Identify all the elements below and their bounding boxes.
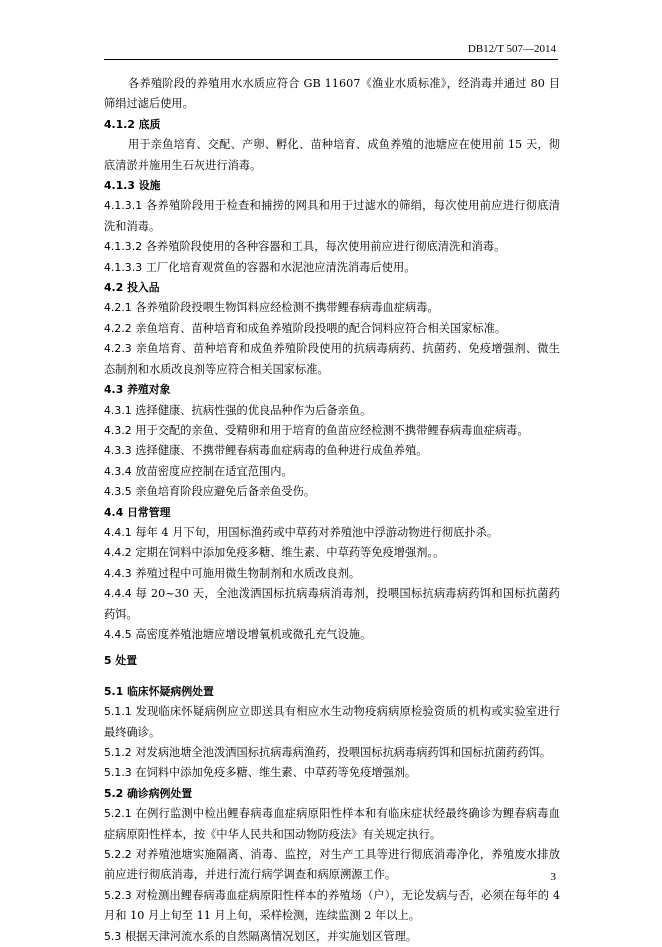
clause-number: 4.2.2 [104,321,132,335]
clause-item [104,237,560,257]
section-heading: 4.4 日常管理 [104,505,171,519]
clause-text: 各养殖阶段用于检查和捕捞的网具和用于过滤水的筛绢，每次使用前应进行彻底清洗和消毒。 [104,199,561,233]
clause-item [104,298,560,318]
clause-text: 亲鱼培育、苗种培育和成鱼养殖阶段使用的抗病毒病药、抗菌药、免疫增强剂、微生态制剂和水质改良剂等应符合相关国家标准。 [104,342,561,376]
clause-number: 5.2.1 [104,807,132,821]
clause-item [104,702,560,743]
clause-item [104,743,560,763]
clause-item [104,845,560,886]
clause-number: 4.4.1 [104,525,132,539]
clause-number: 4.1.3.1 [104,199,143,213]
clause-item [104,927,560,947]
clause-number: 4.1.3.3 [104,260,143,274]
clause-text: 对养殖池塘实施隔离、消毒、监控，对生产工具等进行彻底消毒净化，养殖废水排放前应进行彻底消毒，并进行流行病学调查和病原溯源工作。 [104,848,561,882]
clause-item [104,401,560,421]
clause-item [104,564,560,584]
page-number: 3 [550,871,556,883]
chapter-heading: 5 处置 [104,654,138,668]
clause-number: 4.3.3 [104,444,132,458]
clause-number: 4.3.4 [104,464,132,478]
clause-item [104,339,560,380]
clause-text: 在例行监测中检出鲤春病毒血症病原阳性样本和有临床症状经最终确诊为鲤春病毒血症病原阳性样本，按《中华人民共和国动物防疫法》有关规定执行。 [104,807,561,841]
clause-item [104,763,560,783]
clause-number: 4.3.5 [104,485,132,499]
clause-item [104,319,560,339]
section-heading: 5.1 临床怀疑病例处置 [104,684,214,698]
clause-text: 用于交配的亲鱼、受精卵和用于培育的鱼苗应经检测不携带鲤春病毒血症病毒。 [135,423,529,437]
clause-item [104,421,560,441]
clause-number: 4.1.3.2 [104,240,143,254]
header-rule [104,59,558,60]
clause-number: 5.1.1 [104,705,132,719]
clause-item [104,441,560,461]
section-heading: 4.2 投入品 [104,281,160,295]
clause-number: 4.4.2 [104,546,132,560]
clause-text: 对检测出鲤春病毒血症病原阳性样本的养殖场（户），无论发病与否，必须在每年的 4 月和 10 月上旬至 11 月上旬，采样检测，连续监测 2 年以上。 [104,888,560,923]
section-heading: 4.1.2 底质 [104,117,161,131]
section-heading: 4.3 养殖对象 [104,383,171,397]
clause-number: 5.2.3 [104,888,132,902]
section-heading: 5.2 确诊病例处置 [104,786,193,800]
clause-number: 4.2.1 [104,301,132,315]
clause-number: 4.4.5 [104,627,132,641]
clause-text: 工厂化培育观赏鱼的容器和水泥池应清洗消毒后使用。 [145,260,416,274]
clause-item [104,196,560,237]
clause-text: 各养殖阶段使用的各种容器和工具，每次使用前应进行彻底清洗和消毒。 [145,240,506,254]
clause-number: 4.3.2 [104,423,132,437]
clause-text: 对发病池塘全池泼洒国标抗病毒病渔药，投喂国标抗病毒病药饵和国标抗菌药药饵。 [135,746,552,759]
clause-text: 每 20~30 天，全池泼洒国标抗病毒病消毒剂，投喂国标抗病毒病药饵和国标抗菌药药饵。 [104,587,560,621]
clause-item [104,886,560,927]
clause-item [104,482,560,502]
body-paragraph: 各养殖阶段的养殖用水水质应符合 GB 11607《渔业水质标准》，经消毒并通过 80 目筛绢过滤后使用。 [104,77,560,111]
clause-number: 4.4.3 [104,566,132,580]
document-code-header: DB12/T 507—2014 [467,43,556,55]
clause-item [104,462,560,482]
clause-number: 5.2.2 [104,848,132,862]
section-heading: 4.1.3 设施 [104,179,161,193]
clause-item [104,804,560,845]
clause-item [104,625,560,645]
clause-number: 4.4.4 [104,587,132,601]
clause-text: 选择健康、抗病性强的优良品种作为后备亲鱼。 [135,403,372,417]
clause-text: 放苗密度应控制在适宜范围内。 [135,464,293,478]
clause-item [104,543,560,563]
clause-number: 4.2.3 [104,342,132,356]
clause-number: 5.1.3 [104,766,132,780]
clause-text: 亲鱼培育、苗种培育和成鱼养殖阶段投喂的配合饲料应符合相关国家标准。 [135,321,507,335]
clause-text: 每年 4 月下旬，用国标渔药或中草药对养殖池中浮游动物进行彻底扑杀。 [135,525,499,539]
clause-text: 各养殖阶段投喂生物饵料应经检测不携带鲤春病毒血症病毒。 [135,301,439,315]
clause-item [104,523,560,543]
clause-text: 亲鱼培育阶段应避免后备亲鱼受伤。 [135,485,316,499]
clause-number: 5.1.2 [104,746,132,759]
clause-item [104,258,560,278]
clause-number: 5.3 [104,929,122,943]
clause-text: 在饲料中添加免疫多糖、维生素、中草药等免疫增强剂。 [135,766,417,780]
document-body [104,74,560,947]
clause-text: 养殖过程中可施用微生物制剂和水质改良剂。 [135,566,361,580]
clause-text: 选择健康、不携带鲤春病毒血症病毒的鱼种进行成鱼养殖。 [135,444,428,458]
clause-item [104,584,560,625]
clause-text: 定期在饲料中添加免疫多糖、维生素、中草药等免疫增强剂。。 [135,546,445,560]
clause-text: 高密度养殖池塘应增设增氧机或微孔充气设施。 [135,627,372,641]
clause-number: 4.3.1 [104,403,132,417]
clause-text: 根据天津河流水系的自然隔离情况划区，并实施划区管理。 [124,929,418,943]
clause-text: 发现临床怀疑病例应立即送具有相应水生动物疫病病原检验资质的机构或实验室进行最终确诊。 [104,705,561,739]
body-paragraph: 用于亲鱼培育、交配、产卵、孵化、苗种培育、成鱼养殖的池塘应在使用前 15 天，彻底清淤并施用生石灰进行消毒。 [104,138,560,172]
